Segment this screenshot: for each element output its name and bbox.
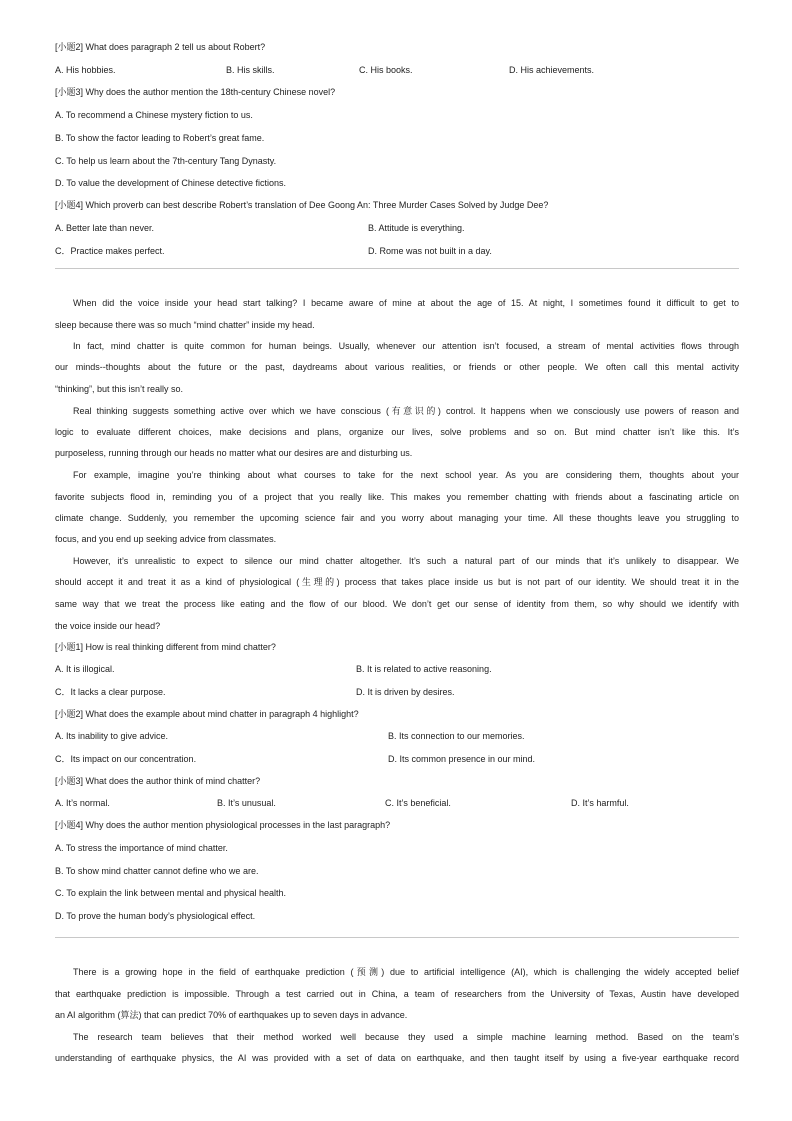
option-a[interactable]: A. To stress the importance of mind chatter.	[55, 843, 228, 853]
passage-line: understanding of earthquake physics, the AI was provided with a set of data on earthquake, and then taught itself by using a five-year earthquake record	[55, 1053, 739, 1063]
option-d[interactable]: D. Rome was not built in a day.	[368, 246, 492, 256]
option-b[interactable]: B. To show the factor leading to Robert’s great fame.	[55, 133, 265, 143]
question-stem: [小题2] What does paragraph 2 tell us about Robert?	[55, 42, 266, 52]
option-c[interactable]: C. To explain the link between mental and physical health.	[55, 888, 286, 898]
option-b[interactable]: B. To show mind chatter cannot define who we are.	[55, 866, 259, 876]
passage-line: same way that we treat the process like eating and the flow of our blood. We don’t get our sense of identity from them, so why should we identify with	[55, 599, 739, 609]
option-c[interactable]: C．Its impact on our concentration.	[55, 754, 197, 764]
passage-line: favorite subjects flood in, reminding you of a project that you really like. This makes you remember chatting with friends about a fascinating article on	[55, 492, 739, 502]
passage-line: In fact, mind chatter is quite common for human beings. Usually, whenever our attention isn’t focused, a stream of mental activities flows through	[73, 341, 739, 351]
option-c[interactable]: C. To help us learn about the 7th-century Tang Dynasty.	[55, 156, 277, 166]
option-d[interactable]: D. His achievements.	[509, 65, 595, 75]
option-c[interactable]: C. His books.	[359, 65, 413, 75]
question-stem: [小题4] Which proverb can best describe Robert’s translation of Dee Goong An: Three Murder Cases Solved by Judge Dee?	[55, 200, 549, 210]
option-a[interactable]: A. Its inability to give advice.	[55, 731, 169, 741]
option-d[interactable]: D. To value the development of Chinese detective fictions.	[55, 178, 286, 188]
question-stem: [小题3] Why does the author mention the 18th-century Chinese novel?	[55, 87, 336, 97]
option-a[interactable]: A. Better late than never.	[55, 223, 155, 233]
passage-line: the voice inside our head?	[55, 621, 161, 631]
passage-line: logic to evaluate different choices, make decisions and plans, organize our lives, solve problems and so on. But mind chatter isn’t like this. It’s	[55, 427, 739, 437]
passage-line: should accept it and treat it as a kind of physiological (生理的) process that takes place inside us but is not part of our identity. We should treat it in the	[55, 577, 739, 587]
option-d[interactable]: D. To prove the human body’s physiological effect.	[55, 911, 256, 921]
question-stem: [小题3] What does the author think of mind chatter?	[55, 776, 261, 786]
option-b[interactable]: B. It is related to active reasoning.	[356, 664, 492, 674]
passage-line: For example, imagine you’re thinking about what courses to take for the next school year. As you are considering them, thoughts about your	[73, 470, 739, 480]
option-b[interactable]: B. Its connection to our memories.	[388, 731, 525, 741]
option-b[interactable]: B. It’s unusual.	[217, 798, 276, 808]
passage-line: focus, and you end up seeking advice from classmates.	[55, 534, 277, 544]
passage-line: climate change. Suddenly, you remember the upcoming science fair and you worry about managing your time. All these thoughts leave you struggling to	[55, 513, 739, 523]
option-c[interactable]: C. It’s beneficial.	[385, 798, 451, 808]
passage-line: “thinking”, but this isn’t really so.	[55, 384, 184, 394]
passage-line: our minds--thoughts about the future or the past, daydreams about various realities, or friends or other people. We often call this mental activity	[55, 362, 739, 372]
passage-line: sleep because there was so much “mind chatter” inside my head.	[55, 320, 315, 330]
section-divider	[55, 268, 739, 269]
option-c[interactable]: C．Practice makes perfect.	[55, 246, 165, 256]
passage-line: purposeless, running through our heads no matter what our desires are and disturbing us.	[55, 448, 413, 458]
option-d[interactable]: D. Its common presence in our mind.	[388, 754, 536, 764]
option-a[interactable]: A. To recommend a Chinese mystery fiction to us.	[55, 110, 253, 120]
option-b[interactable]: B. His skills.	[226, 65, 275, 75]
question-stem: [小题2] What does the example about mind chatter in paragraph 4 highlight?	[55, 709, 359, 719]
option-a[interactable]: A. It’s normal.	[55, 798, 110, 808]
question-stem: [小题4] Why does the author mention physiological processes in the last paragraph?	[55, 820, 391, 830]
passage-line: There is a growing hope in the field of earthquake prediction (预测) due to artificial intelligence (AI), which is challenging the widely accepted belief	[73, 967, 739, 977]
passage-line: The research team believes that their method worked well because they used a simple machine learning method. Based on the team’s	[73, 1032, 739, 1042]
option-a[interactable]: A. His hobbies.	[55, 65, 116, 75]
option-c[interactable]: C．It lacks a clear purpose.	[55, 687, 166, 697]
option-b[interactable]: B. Attitude is everything.	[368, 223, 465, 233]
section-divider	[55, 937, 739, 938]
passage-line: an AI algorithm (算法) that can predict 70% of earthquakes up to seven days in advance.	[55, 1010, 408, 1020]
option-d[interactable]: D. It’s harmful.	[571, 798, 629, 808]
passage-line: Real thinking suggests something active over which we have conscious (有意识的) control. It happens when we consciously use powers of reason and	[73, 406, 739, 416]
question-stem: [小题1] How is real thinking different from mind chatter?	[55, 642, 276, 652]
option-d[interactable]: D. It is driven by desires.	[356, 687, 455, 697]
passage-line: When did the voice inside your head start talking? I became aware of mine at about the age of 15. At night, I sometimes found it difficult to get to	[73, 298, 739, 308]
option-a[interactable]: A. It is illogical.	[55, 664, 115, 674]
passage-line: However, it’s unrealistic to expect to silence our mind chatter altogether. It’s such a natural part of our minds that it’s unlikely to disappear. We	[73, 556, 739, 566]
passage-line: that earthquake prediction is impossible. Through a test carried out in China, a team of researchers from the University of Texas, Austin have developed	[55, 989, 739, 999]
